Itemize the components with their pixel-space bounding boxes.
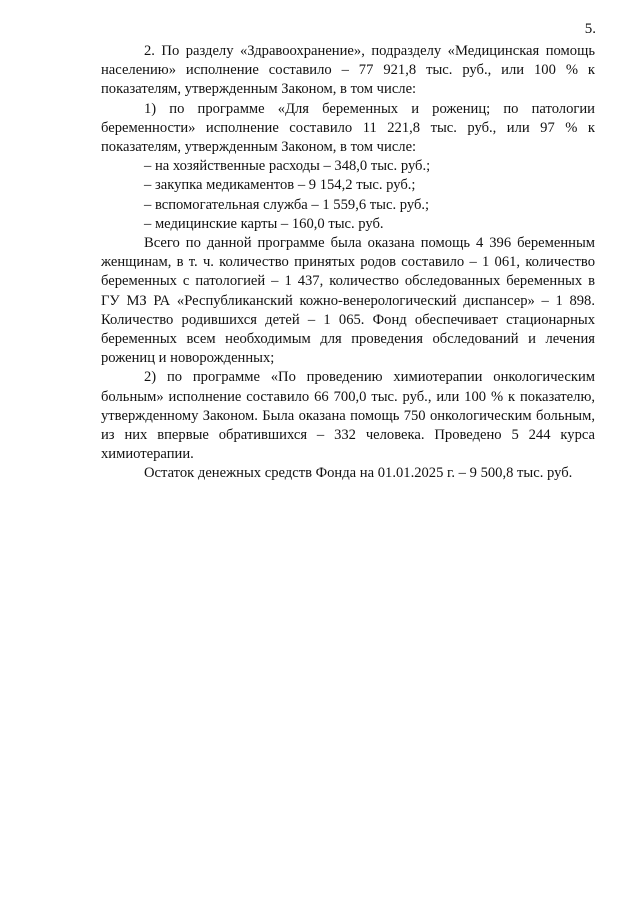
paragraph-pregnancy-program: 1) по программе «Для беременных и рожениц; по патологии беременности» исполнение составило 11 221,8 тыс. руб., или 97 % к показателям, утвержденным Законом, в том числе:	[101, 100, 595, 156]
expense-list	[101, 157, 595, 234]
expense-item-medical-cards: – медицинские карты – 160,0 тыс. руб.	[144, 215, 384, 232]
expense-item-auxiliary-service: – вспомогательная служба – 1 559,6 тыс. руб.;	[144, 196, 430, 213]
page-number: 5.	[584, 21, 596, 37]
expense-item-medicines: – закупка медикаментов – 9 154,2 тыс. руб.;	[144, 177, 416, 194]
paragraph-healthcare-section: 2. По разделу «Здравоохранение», подразделу «Медицинская помощь населению» исполнение составило – 77 921,8 тыс. руб., или 100 % к показателям, утвержденным Законом, в том числе:	[101, 43, 595, 98]
paragraph-fund-balance: Остаток денежных средств Фонда на 01.01.2025 г. – 9 500,8 тыс. руб.	[144, 465, 573, 482]
document-body	[101, 42, 595, 484]
paragraph-chemotherapy-program: 2) по программе «По проведению химиотерапии онкологическим больным» исполнение составило 66 700,0 тыс. руб., или 100 % к показателю, утвержденному Законом. Была оказана помощь 750 онкологическим больным, из них впервые обратившихся – 332 человека. Проведено 5 244 курса химиотерапии.	[101, 369, 595, 463]
expense-item-household: – на хозяйственные расходы – 348,0 тыс. руб.;	[144, 158, 431, 175]
paragraph-pregnancy-statistics: Всего по данной программе была оказана помощь 4 396 беременным женщинам, в т. ч. количество принятых родов составило – 1 061, количество беременных с патологией – 1 437, количество обследованных беременных в ГУ МЗ РА «Республиканский кожно-венерологический диспансер» – 1 898. Количество родившихся детей – 1 065. Фонд обеспечивает стационарных беременных всем необходимым для проведения обследований и лечения рожениц и новорожденных;	[101, 235, 595, 367]
